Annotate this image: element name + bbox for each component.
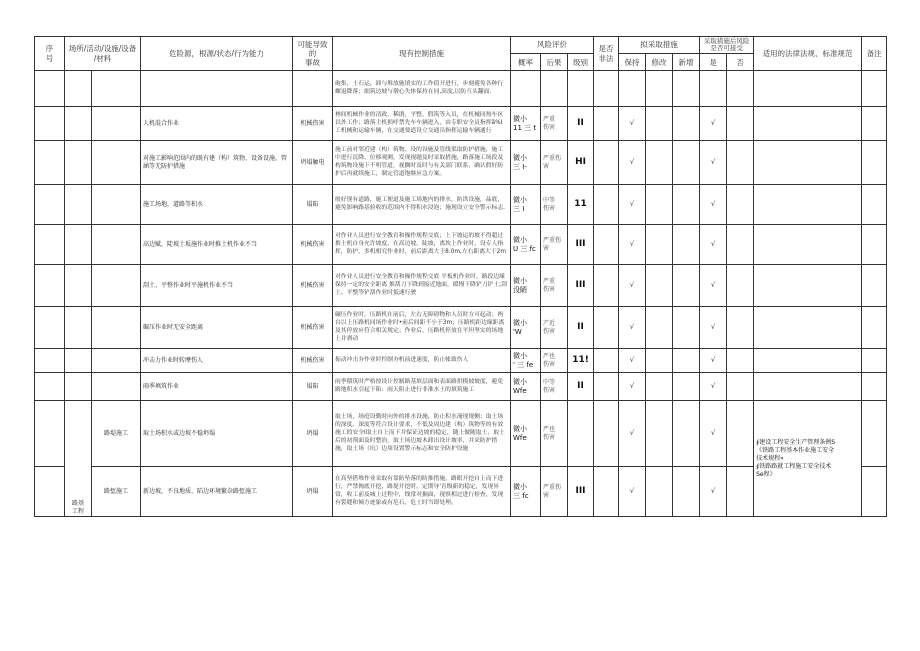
row-place: 路堤施工 [92, 401, 141, 467]
header-accident: 可能导致的 事故 [293, 37, 333, 71]
row-illegal [594, 401, 619, 467]
row-control: 雨季積筑时严格按设计控制路基填层面和表面路拱模坡坡度，避免路地积水引起下陷：雨天阻止进行非准水土的填筑施工 [333, 373, 511, 401]
row-hazard: 取土场积水或边坡不稳坍塌 [141, 401, 293, 467]
row-add-check [673, 467, 700, 517]
row-control: 对作业人员进行安全教育和操作规程交底；上下坡运的坡不得超过推土机自身允许坡度，在高边坡，陡坡，离坎上作业时，设专人指挥，防护，多机相究作业时，前后距离大于8.0m,左右距离大于2m [333, 225, 511, 265]
row-probability: 微小 ' 三 fe [511, 349, 541, 373]
row-modify-check [646, 185, 673, 225]
row-place [92, 107, 141, 141]
row-illegal [594, 141, 619, 185]
row-consequence: 严重伤害 [541, 141, 568, 185]
row-accident: 机械伤害 [293, 349, 333, 373]
row-place [92, 307, 141, 349]
table-row [35, 307, 887, 349]
row-keep-check: √ [619, 401, 646, 467]
row-number [35, 401, 65, 467]
row-number [35, 185, 65, 225]
header-place: 场所/活动/设施/设备 /材料 [65, 37, 141, 71]
row-control: 林间机械作业的清政，稀鹃，平整，假筑等入员，在机械同热车区以外工作；路落主机损呼禁先车车辆进入，由专职安全员指挥â%I工机械和运输车辆，在交通要道设立交通员指挥运输车辆通行 [333, 107, 511, 141]
row-level: III [568, 265, 594, 307]
row-law [754, 307, 862, 349]
row-illegal [594, 373, 619, 401]
row-hazard: 高边赋，陡坡土坂施作业时推土机作业不当 [141, 225, 293, 265]
row-control: 取土场，场庭设勤时向外的排水设施，防止积水淹现规侧；取土场的深度，深度等符合设计要求，不低及周边建（构）筑物等的有效施工的安全I取土自上而下并保证边坡的稳定，随上做随取土，取土后的初削面及时整治，取土场边坡木卸出设计坡率，并采防护措施，取土场（坑）边周设置警示标志和安全防护设施 [333, 401, 511, 467]
row-hazard: 冲击力作业时转摩伤人 [141, 349, 293, 373]
row-modify-check [646, 401, 673, 467]
row-add-check [673, 373, 700, 401]
row-modify-check [646, 225, 673, 265]
row-illegal [594, 185, 619, 225]
row-group [65, 225, 92, 265]
header-keep: 保持 [619, 54, 646, 71]
table-header [35, 37, 887, 71]
row-group [65, 265, 92, 307]
row-accident: 坍塌 [293, 467, 333, 517]
law-reference: ∮建设工程安全生产管理条例S 《铁路工程基本作业施工安全 技术规程» ∮铁路路就工程施工安全技术 Se程》 [754, 401, 862, 517]
row-yes-check: √ [700, 141, 727, 185]
row-modify-check [646, 349, 673, 373]
row-modify-check [646, 141, 673, 185]
row-place: 路堑施工 [92, 467, 141, 517]
header-control: 现有控制措施 [333, 37, 511, 71]
row-probability: 微小 Wfe [511, 373, 541, 401]
row-illegal [594, 467, 619, 517]
row-number [35, 225, 65, 265]
row-no-check [727, 185, 754, 225]
row-modify-check [646, 307, 673, 349]
row-place [92, 265, 141, 307]
row-yes-check: √ [700, 265, 727, 307]
row-yes-check: √ [700, 401, 727, 467]
row-number [35, 141, 65, 185]
row-remark [862, 265, 887, 307]
row-group [65, 349, 92, 373]
row-accident: 机械伤害 [293, 307, 333, 349]
row-accident: 机械伤害 [293, 225, 333, 265]
row-hazard: 刮土、平整作业时平施机作业不当 [141, 265, 293, 307]
row-level: HI [568, 141, 594, 185]
header-modify: 修改 [646, 54, 673, 71]
header-risk-eval: 风险评价 [511, 37, 594, 54]
row-hazard: 碾压作业时无安全距离 [141, 307, 293, 349]
row-modify-check [646, 373, 673, 401]
row-number [35, 467, 65, 517]
row-keep-check: √ [619, 225, 646, 265]
row-level [568, 401, 594, 467]
row-accident: 塌陷 [293, 185, 333, 225]
row-consequence: 严重伤害 [541, 225, 568, 265]
row-control: 对作业人员进行安全教育和操作规程交底 平板机作业时，路段边缘保持一定的安全距离 推刮刀下降到接近地面，缓慢下降铲刀铲土;刮土、平整等铲刮作业时低速行驶 [333, 265, 511, 307]
header-probability: 概率 [511, 54, 541, 71]
row-control: 般好现有道路，施工便道及施工场地内的排水，防洪设施，晶底，避免影响路基验收的范围内不得积水浸泡；施现设立安全警示标志. [333, 185, 511, 225]
row-hazard: 人机混合作业 [141, 107, 293, 141]
row-control: 碾压作业时，压路机在前后，左右无障碍物和人员时方可起动；两台以上压路机同场作业时•前后间距不小于3m；压路机距边缘距离及其停放应符合相关规定；作业后，压路机停放在平坦坚实的场地上并刹动 [333, 307, 511, 349]
row-yes-check: √ [700, 225, 727, 265]
table-row [35, 225, 887, 265]
row-remark [862, 373, 887, 401]
row-remark [862, 185, 887, 225]
row-law [754, 107, 862, 141]
row-place [92, 185, 141, 225]
row-keep-check: √ [619, 107, 646, 141]
row-probability: 微小 三 I- [511, 141, 541, 185]
group-label: 路基 工程 [65, 401, 92, 517]
row-add-check [673, 225, 700, 265]
row-illegal [594, 225, 619, 265]
row-level: III [568, 467, 594, 517]
row-remark [862, 349, 887, 373]
row-accident: 坍塌触电 [293, 141, 333, 185]
row-group [65, 107, 92, 141]
row-keep-check: √ [619, 141, 646, 185]
row-consequence: 中等 伤害 [541, 373, 568, 401]
row-add-check [673, 307, 700, 349]
row-modify-check [646, 265, 673, 307]
row-keep-check: √ [619, 185, 646, 225]
row-no-check [727, 307, 754, 349]
row-consequence: 严重伤害 [541, 467, 568, 517]
row-probability: 微小 U 三 fc [511, 225, 541, 265]
row-accident: 机械伤害 [293, 265, 333, 307]
row-hazard: 雨季填筑作业 [141, 373, 293, 401]
table-row [35, 373, 887, 401]
row-illegal [594, 349, 619, 373]
row-yes-check: √ [700, 185, 727, 225]
table-row [35, 401, 887, 467]
row-add-check [673, 265, 700, 307]
row-remark [862, 141, 887, 185]
row-keep-check: √ [619, 349, 646, 373]
header-level: 级别 [568, 54, 594, 71]
row-number [35, 107, 65, 141]
row-yes-check: √ [700, 349, 727, 373]
row-add-check [673, 185, 700, 225]
row-probability: 微小 没陋 [511, 265, 541, 307]
row-hazard: 新边坡，不良地质、陷边环境繁杂路堑施工 [141, 467, 293, 517]
row-no-check [727, 401, 754, 467]
row-hazard: 对施工影响范围内的既有建（构）筑物、设备设施、管涵等无防护措施 [141, 141, 293, 185]
row-probability: 微小 'W [511, 307, 541, 349]
row-consequence: 严重 伤害 [541, 107, 568, 141]
risk-table [34, 36, 887, 517]
header-consequence: 后果 [541, 54, 568, 71]
row-place [92, 141, 141, 185]
header-no: 否 [727, 54, 754, 71]
header-seq: 序 号 [35, 37, 65, 71]
row-yes-check: √ [700, 307, 727, 349]
row-add-check [673, 401, 700, 467]
row-probability: 微小 三 fc [511, 467, 541, 517]
row-keep-check: √ [619, 307, 646, 349]
row-number [35, 307, 65, 349]
row-control: 振动冲击夯作业时控制夯机前进速度，防止帐致伤人 [333, 349, 511, 373]
row-law [754, 225, 862, 265]
row-keep-check: √ [619, 467, 646, 517]
row-place [92, 373, 141, 401]
row-keep-check: √ [619, 373, 646, 401]
table-row [35, 107, 887, 141]
row-no-check [727, 141, 754, 185]
row-number [35, 349, 65, 373]
row-illegal [594, 307, 619, 349]
row-remark [862, 307, 887, 349]
row-law [754, 265, 862, 307]
row-remark [862, 225, 887, 265]
row-group [65, 307, 92, 349]
table-row [35, 349, 887, 373]
row-no-check [727, 467, 754, 517]
row-accident: 坍塌 [293, 401, 333, 467]
row-probability: 微小 Wfe [511, 401, 541, 467]
row-add-check [673, 107, 700, 141]
row-law [754, 373, 862, 401]
row-place [92, 225, 141, 265]
row-control: 施工前对邻近建（构）筑物、设的设施及管线渠取防护措施，施工中进行沉降、位移观测，发现视题及时采取措施，路落施工场段及构筑物设施下不明管道，视搁时及时与有关部门联系，确认假好防护后再就续施工，制定管道饱继应急方案。 [333, 141, 511, 185]
row-consequence: 严也 伤害 [541, 401, 568, 467]
row-place [92, 349, 141, 373]
row-control: 在高坚搭堆作业采取有靠防坠落的防推措施，路眼开挖自上而下进行，严禁掏底开挖，路堤开挖时，定期导'育级新的稳定，发现异常，收工前及城上过程中，线常对掘面，视察相过进行检查，发现有裂缝和倾方迹象或有危石，危土时当即处理。 [333, 467, 511, 517]
header-add: 新增 [673, 54, 700, 71]
row-remark [862, 107, 887, 141]
row-modify-check [646, 107, 673, 141]
header-acceptable: 采取措施后风险是否可接受 [700, 37, 754, 54]
row-accident: 机械伤害 [293, 107, 333, 141]
risk-assessment-sheet [34, 36, 886, 624]
row-add-check [673, 141, 700, 185]
row-illegal [594, 107, 619, 141]
row-accident: 塌陷 [293, 373, 333, 401]
row-group [65, 373, 92, 401]
table-body [35, 71, 887, 517]
row-level: 11 [568, 185, 594, 225]
continuation-control-text: 砲集，土石运，卸与堆放施填实的工作值开进行，步刻避免各种行螺退降落；细筑边坡与墩心失体保持在同,高度,以防互头翻面. [333, 71, 511, 107]
row-level: II [568, 307, 594, 349]
row-keep-check: √ [619, 265, 646, 307]
row-add-check [673, 349, 700, 373]
row-yes-check: √ [700, 467, 727, 517]
header-yes: 是 [700, 54, 727, 71]
row-yes-check: √ [700, 107, 727, 141]
table-row-continuation [35, 71, 887, 107]
row-remark [862, 467, 887, 517]
row-no-check [727, 373, 754, 401]
row-law [754, 141, 862, 185]
row-no-check [727, 349, 754, 373]
row-consequence: 产近 伤害 [541, 307, 568, 349]
row-level: II [568, 107, 594, 141]
row-level: III [568, 225, 594, 265]
header-remark: 备注 [862, 37, 887, 71]
row-no-check [727, 265, 754, 307]
row-probability: 微小 11 三 t [511, 107, 541, 141]
header-measures: 拟采取措施 [619, 37, 700, 54]
header-law: 适用的法律法规、标准规范 [754, 37, 862, 71]
table-row [35, 141, 887, 185]
table-row [35, 185, 887, 225]
header-illegal: 是否非法 [594, 37, 619, 71]
row-consequence: 严重 伤害 [541, 265, 568, 307]
row-level: 11! [568, 349, 594, 373]
row-level: II [568, 373, 594, 401]
row-modify-check [646, 467, 673, 517]
row-number [35, 265, 65, 307]
row-remark [862, 401, 887, 467]
row-no-check [727, 107, 754, 141]
row-no-check [727, 225, 754, 265]
table-row [35, 265, 887, 307]
row-consequence: 中等 伤害 [541, 185, 568, 225]
row-group [65, 141, 92, 185]
row-probability: 微小 三 I [511, 185, 541, 225]
row-group [65, 185, 92, 225]
row-yes-check: √ [700, 373, 727, 401]
row-law [754, 349, 862, 373]
row-law [754, 185, 862, 225]
row-number [35, 373, 65, 401]
row-consequence: 严也 伤害 [541, 349, 568, 373]
header-hazard: 危险源，根源/状态/行为能力 [141, 37, 293, 71]
row-illegal [594, 265, 619, 307]
row-hazard: 施工场地，道路等积水 [141, 185, 293, 225]
